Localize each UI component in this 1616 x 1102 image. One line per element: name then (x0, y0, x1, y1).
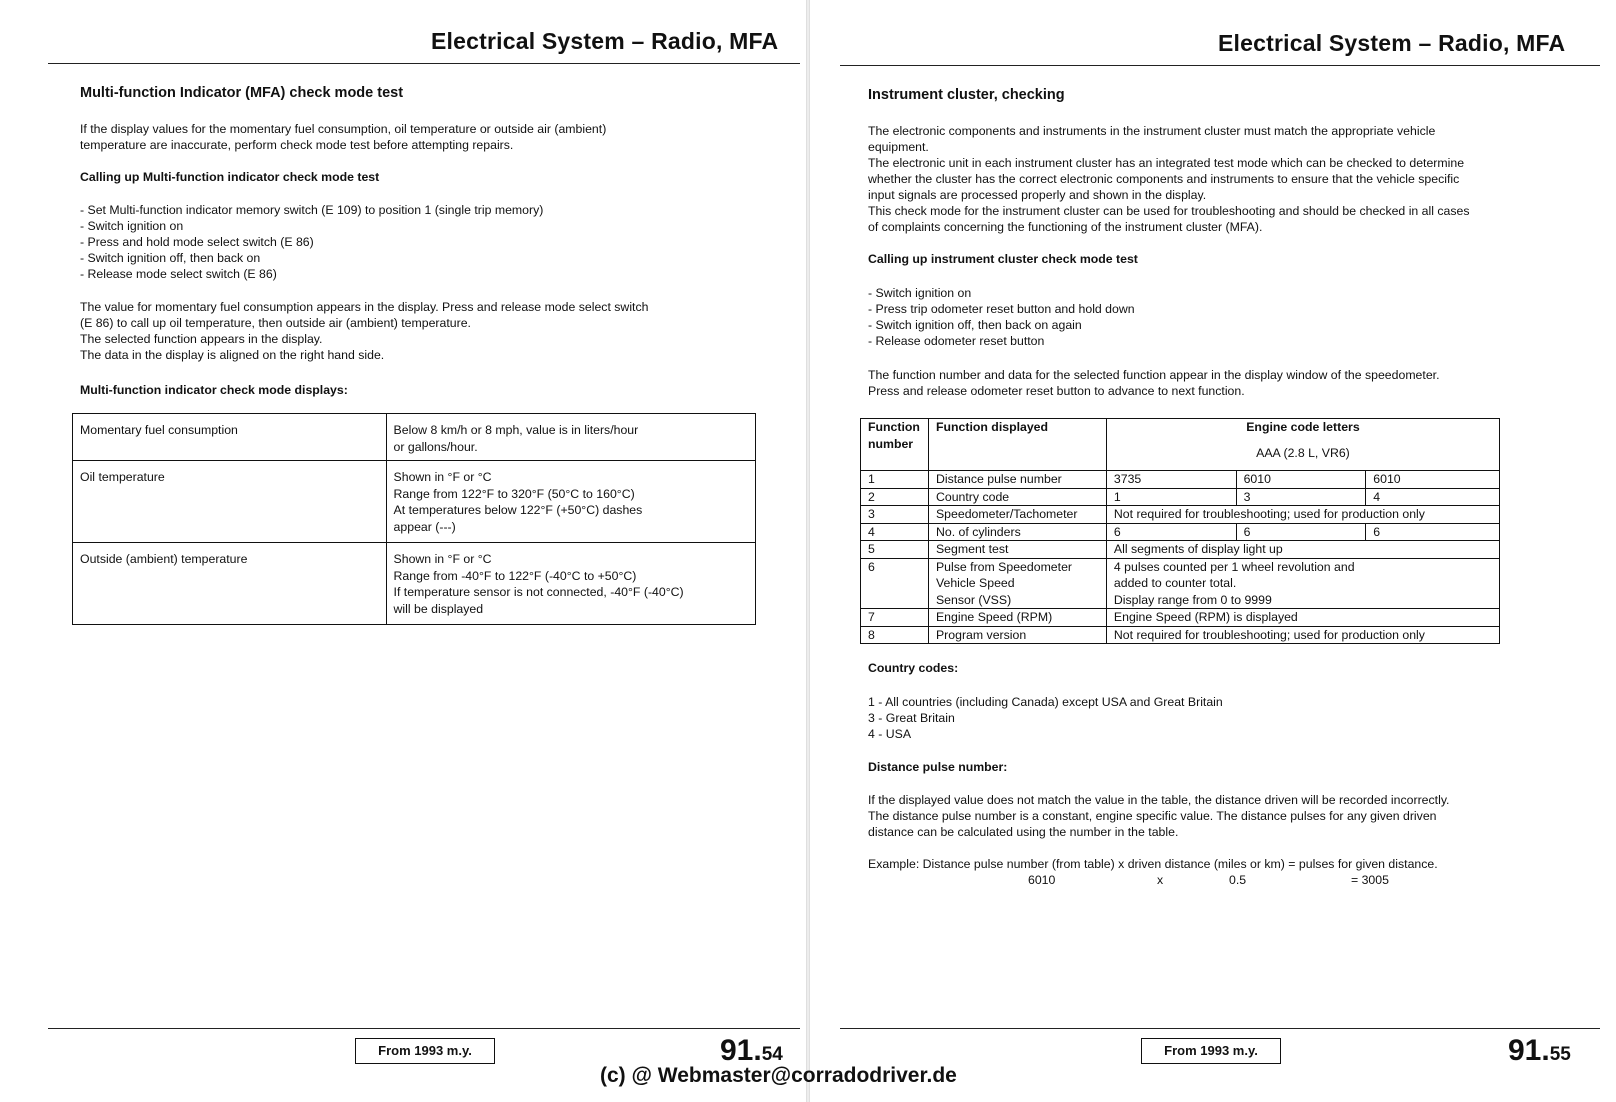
mfa-displays-table (72, 413, 756, 625)
example-operator: x (1157, 873, 1164, 887)
list-item: - Switch ignition on (868, 286, 972, 300)
table-cell: Shown in °F or °C Range from -40°F to 122°F (-40°C to +50°C) If temperature sensor is not connected, -40°F (-40°C) will be displayed (386, 543, 755, 625)
footer-rule (48, 1028, 800, 1029)
calling-up-heading: Calling up instrument cluster check mode test (868, 252, 1138, 266)
page-number: 91.55 (1508, 1034, 1571, 1067)
function-paragraph: The function number and data for the selected function appear in the display window of the speedometer. Press and release odometer reset button to advance to next function. (868, 368, 1440, 398)
table-cell: Momentary fuel consumption (73, 414, 387, 461)
page-header: Electrical System – Radio, MFA (431, 28, 779, 54)
example-value: 0.5 (1229, 873, 1247, 887)
column-header: Engine code letters AAA (2.8 L, VR6) (1106, 419, 1499, 471)
table-cell: Oil temperature (73, 461, 387, 543)
steps-list (80, 202, 543, 282)
table-cell: Shown in °F or °C Range from 122°F to 320°F (50°C to 160°C) At temperatures below 122°F (+50°C) dashes appear (---) (386, 461, 755, 543)
model-year-box: From 1993 m.y. (355, 1038, 495, 1064)
table-row (73, 414, 756, 461)
table-row: 3 Speedometer/Tachometer Not required for troubleshooting; used for production only (861, 506, 1500, 524)
table-row: 7 Engine Speed (RPM) Engine Speed (RPM) is displayed (861, 609, 1500, 627)
table-row: 6 Pulse from Speedometer Vehicle Speed Sensor (VSS) 4 pulses counted per 1 wheel revolution and added to counter total. Display range from 0 to 9999 (861, 558, 1500, 609)
list-item: 4 - USA (868, 727, 912, 741)
column-header: Function number (861, 419, 929, 471)
column-header: Function displayed (928, 419, 1106, 471)
page-number: 91.54 (720, 1034, 783, 1067)
footer-rule (840, 1028, 1600, 1029)
list-item: - Press trip odometer reset button and hold down (868, 302, 1135, 316)
section-title: Instrument cluster, checking (868, 87, 1065, 103)
table-row: 2 Country code 1 3 4 (861, 488, 1500, 506)
list-item: - Switch ignition off, then back on (80, 251, 261, 265)
list-item: 1 - All countries (including Canada) except USA and Great Britain (868, 695, 1223, 709)
intro-paragraph: The electronic components and instruments in the instrument cluster must match the appropriate vehicle equipment. The electronic unit in each instrument cluster has an integrated test mode which can be checked to determine whether the cluster has the correct electronic components and instruments to ensure that the vehicle specific input signals are processed properly and shown in the display. This check mode for the instrument cluster can be used for troubleshooting and should be checked in all cases of complaints concerning the functioning of the instrument cluster (MFA). (868, 124, 1470, 234)
table-cell: Outside (ambient) temperature (73, 543, 387, 625)
example-value: 6010 (1028, 873, 1056, 887)
table-row: 5 Segment test All segments of display light up (861, 541, 1500, 559)
table-cell: Below 8 km/h or 8 mph, value is in liters/hour or gallons/hour. (386, 414, 755, 461)
intro-paragraph: If the display values for the momentary fuel consumption, oil temperature or outside air (ambient) temperature are inaccurate, perform check mode test before attempting repairs. (80, 122, 607, 152)
table-row: 8 Program version Not required for troubleshooting; used for production only (861, 626, 1500, 644)
table-row (73, 543, 756, 625)
country-codes-list (868, 694, 1223, 742)
header-rule (840, 65, 1600, 66)
header-rule (48, 63, 800, 64)
instrument-cluster-table (860, 418, 1500, 644)
list-item: - Press and hold mode select switch (E 86) (80, 235, 314, 249)
list-item: 3 - Great Britain (868, 711, 955, 725)
distance-pulse-paragraph: If the displayed value does not match the value in the table, the distance driven will be recorded incorrectly. The distance pulse number is a constant, engine specific value. The distance pulses for any given driven distance can be calculated using the number in the table. (868, 793, 1450, 839)
list-item: - Switch ignition on (80, 219, 184, 233)
table-header-row (861, 419, 1500, 471)
model-year-box: From 1993 m.y. (1141, 1038, 1281, 1064)
table-row (73, 461, 756, 543)
list-item: - Switch ignition off, then back on again (868, 318, 1082, 332)
distance-pulse-heading: Distance pulse number: (868, 760, 1008, 774)
displays-heading: Multi-function indicator check mode displays: (80, 383, 348, 397)
list-item: - Set Multi-function indicator memory switch (E 109) to position 1 (single trip memory) (80, 203, 544, 217)
steps-list (868, 285, 1135, 349)
country-codes-heading: Country codes: (868, 661, 959, 675)
copyright-watermark: (c) @ Webmaster@corradodriver.de (600, 1064, 957, 1087)
list-item: - Release odometer reset button (868, 334, 1045, 348)
right-page (808, 0, 1616, 1102)
value-paragraph: The value for momentary fuel consumption appears in the display. Press and release mode select switch (E 86) to call up oil temperature, then outside air (ambient) temperature. The selected function appears in the display. The data in the display is aligned on the right hand side. (80, 300, 649, 362)
table-row: 4 No. of cylinders 6 6 6 (861, 523, 1500, 541)
section-title: Multi-function Indicator (MFA) check mode test (80, 85, 404, 101)
example-line: Example: Distance pulse number (from table) x driven distance (miles or km) = pulses for given distance. (868, 857, 1438, 871)
list-item: - Release mode select switch (E 86) (80, 267, 277, 281)
table-row: 1 Distance pulse number 3735 6010 6010 (861, 471, 1500, 489)
calling-up-heading: Calling up Multi-function indicator check mode test (80, 170, 380, 184)
example-result: = 3005 (1351, 873, 1389, 887)
page-header: Electrical System – Radio, MFA (1218, 30, 1566, 56)
